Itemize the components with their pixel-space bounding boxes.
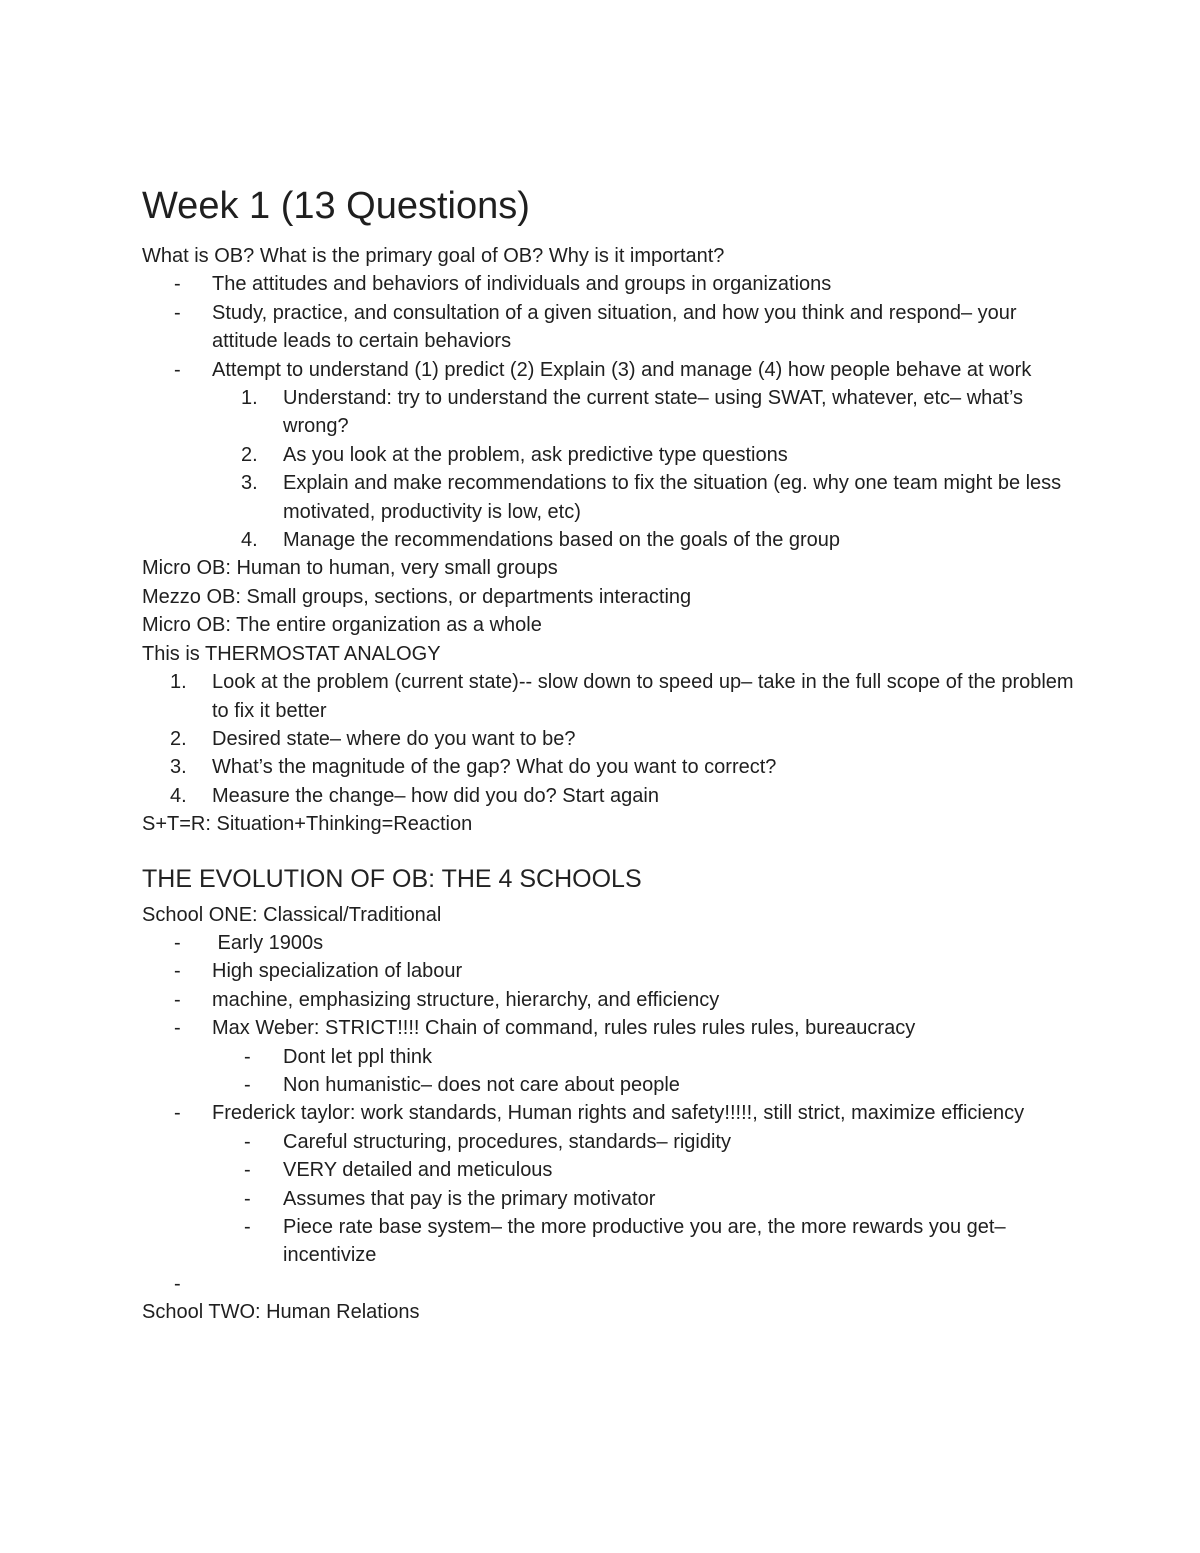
sub-list-item	[142, 1213, 1082, 1270]
bullet-marker: -	[244, 1073, 251, 1096]
bullet-marker: -	[244, 1130, 251, 1153]
list-item-text: Study, practice, and consultation of a given situation, and how you think and respond– your attitude leads to certain behaviors	[212, 301, 1017, 353]
list-item	[142, 986, 1082, 1014]
sub-list-item	[142, 1071, 1082, 1099]
sub-list-item	[142, 1156, 1082, 1184]
number-marker: 1.	[241, 387, 258, 410]
numbered-item-text: Look at the problem (current state)-- slow down to speed up– take in the full scope of the problem to fix it better	[212, 671, 1074, 722]
numbered-item-text: Explain and make recommendations to fix the situation (eg. why one team might be less motivated, productivity is low, etc)	[283, 472, 1062, 523]
numbered-item-text: Manage the recommendations based on the goals of the group	[283, 529, 841, 552]
bullet-marker: -	[174, 960, 181, 983]
numbered-item	[142, 526, 1082, 554]
bullet-marker: -	[174, 988, 181, 1011]
list-item-text: Max Weber: STRICT!!!! Chain of command, rules rules rules rules, bureaucracy	[212, 1017, 916, 1040]
mezzo-ob-line: Mezzo OB: Small groups, sections, or departments interacting	[142, 585, 692, 608]
number-marker: 3.	[170, 756, 187, 779]
sub-list-item	[142, 1128, 1082, 1156]
bullet-marker: -	[244, 1216, 251, 1238]
bullet-marker: -	[174, 931, 181, 954]
list-item	[142, 1099, 1082, 1127]
question-line: What is OB? What is the primary goal of OB? Why is it important?	[142, 245, 725, 267]
number-marker: 3.	[241, 472, 258, 495]
macro-ob-line: Micro OB: The entire organization as a whole	[142, 614, 542, 637]
sub-list-item-text: VERY detailed and meticulous	[283, 1159, 553, 1182]
number-marker: 4.	[170, 784, 187, 807]
numbered-item	[142, 668, 1082, 725]
list-item	[142, 1014, 1082, 1042]
list-item	[142, 270, 1082, 298]
list-item-text: Early 1900s	[212, 931, 324, 954]
numbered-item	[142, 441, 1082, 469]
bullet-marker: -	[244, 1045, 251, 1068]
list-item-text: The attitudes and behaviors of individuals and groups in organizations	[212, 273, 832, 296]
sub-list-item-text: Assumes that pay is the primary motivator	[283, 1187, 656, 1210]
numbered-item	[142, 384, 1082, 441]
bullet-marker: -	[174, 1102, 181, 1125]
list-item-text: Attempt to understand (1) predict (2) Explain (3) and manage (4) how people behave at work	[212, 358, 1032, 381]
number-marker: 4.	[241, 529, 258, 552]
sub-list-item	[142, 1043, 1082, 1071]
sub-list-item-text: Dont let ppl think	[283, 1045, 432, 1068]
bullet-marker: -	[174, 273, 181, 296]
bullet-marker: -	[174, 1017, 181, 1040]
number-marker: 2.	[170, 727, 187, 750]
list-item-text: machine, emphasizing structure, hierarchy, and efficiency	[212, 988, 720, 1011]
bullet-marker: -	[174, 358, 181, 381]
bullet-marker: -	[174, 301, 181, 324]
document-body	[142, 183, 1082, 1327]
numbered-item-text: Measure the change– how did you do? Start again	[212, 784, 659, 807]
numbered-item-text: As you look at the problem, ask predictive type questions	[283, 443, 788, 466]
list-item-text: Frederick taylor: work standards, Human rights and safety!!!!!, still strict, maximize efficiency	[212, 1102, 1025, 1125]
bullet-marker: -	[244, 1159, 251, 1182]
bullet-marker: -	[244, 1187, 251, 1210]
list-item	[142, 299, 1082, 356]
section-heading: THE EVOLUTION OF OB: THE 4 SCHOOLS	[142, 864, 642, 893]
list-item-text: High specialization of labour	[212, 960, 463, 983]
number-marker: 1.	[170, 671, 187, 694]
list-item	[142, 356, 1082, 384]
list-item	[142, 957, 1082, 985]
numbered-item	[142, 782, 1082, 810]
list-item	[142, 929, 1082, 957]
sub-list-item-text: Piece rate base system– the more productive you are, the more rewards you get– incentivize	[283, 1216, 1006, 1267]
numbered-item	[142, 725, 1082, 753]
numbered-item	[142, 469, 1082, 526]
page-title: Week 1 (13 Questions)	[142, 185, 530, 227]
empty-list-item	[142, 1270, 1082, 1298]
numbered-item-text: What’s the magnitude of the gap? What do you want to correct?	[212, 756, 777, 779]
thermostat-line: This is THERMOSTAT ANALOGY	[142, 642, 441, 665]
sub-list-item	[142, 1185, 1082, 1213]
numbered-item-text: Understand: try to understand the current state– using SWAT, whatever, etc– what’s wrong?	[283, 387, 1024, 438]
bullet-marker: -	[174, 1272, 181, 1295]
number-marker: 2.	[241, 443, 258, 466]
school-two-line: School TWO: Human Relations	[142, 1301, 420, 1324]
numbered-item-text: Desired state– where do you want to be?	[212, 727, 576, 750]
school-one-line: School ONE: Classical/Traditional	[142, 903, 442, 926]
formula-line: S+T=R: Situation+Thinking=Reaction	[142, 813, 473, 836]
sub-list-item-text: Careful structuring, procedures, standards– rigidity	[283, 1130, 731, 1153]
micro-ob-line: Micro OB: Human to human, very small groups	[142, 557, 558, 580]
sub-list-item-text: Non humanistic– does not care about people	[283, 1073, 680, 1096]
numbered-item	[142, 753, 1082, 781]
